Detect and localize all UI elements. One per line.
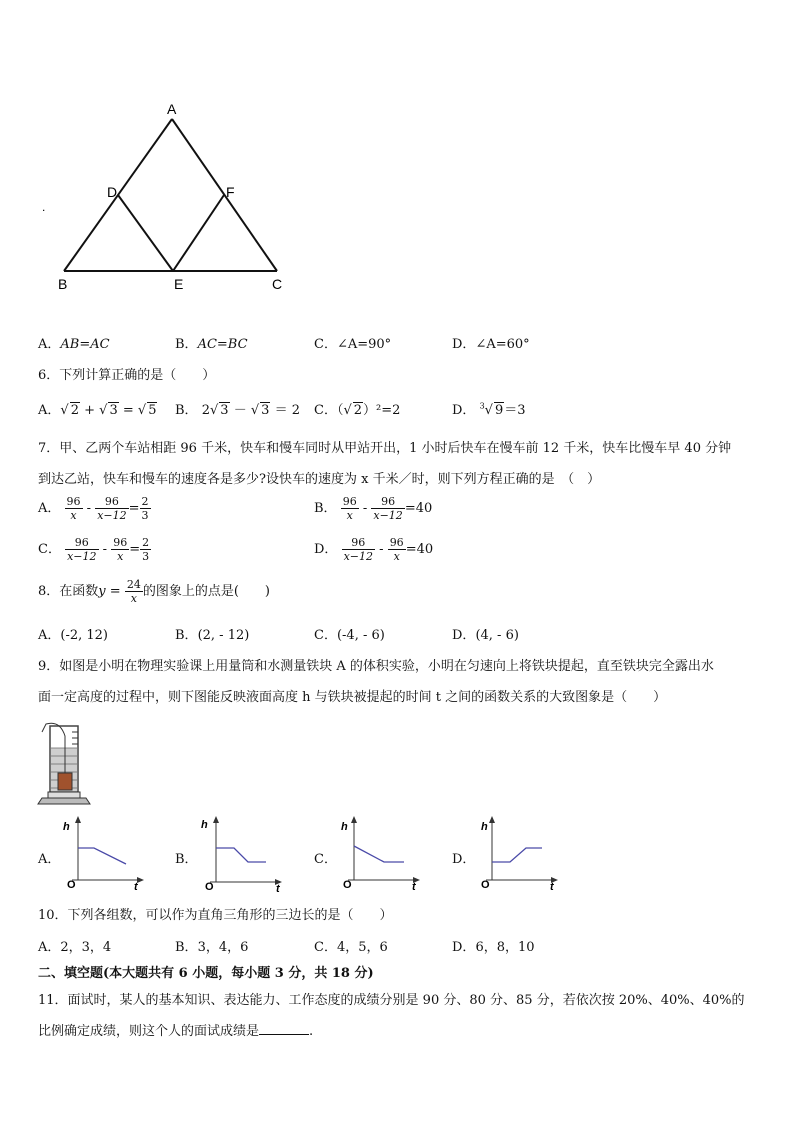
q6-option-d: D． $^3$√ 9＝3 [452,401,526,418]
q9-stem-line2: 面一定高度的过程中，则下图能反映液面高度 h 与铁块被提起的时间 t 之间的函数关系的大致图象是（ ） [38,690,667,705]
q10-option-b: B．3，4，6 [175,940,249,955]
q7-option-b: B． $\frac{96}{x}$ - $\frac{96}{x-12}$ =40 [314,495,433,522]
label-f: F [226,184,235,200]
graduated-cylinder-figure [36,718,98,806]
q9-option-c-label: C． [314,852,337,867]
q6-option-a: A．√ 2 + √ 3 = √ 5 [38,403,157,418]
q5-option-b: B．AC=BC [175,337,248,352]
q8-option-a: A．(-2, 12) [38,628,109,643]
graph-a-o-label: O [67,879,76,891]
q9-graph-d [474,812,564,892]
q5-option-d: D．∠A=60° [452,337,530,352]
q5-option-c: C．∠A=90° [314,337,392,352]
answer-blank[interactable] [259,1022,309,1035]
q9-option-a-label: A． [38,852,61,867]
q8-option-b: B．(2, - 12) [175,628,250,643]
label-b: B [58,276,68,292]
graph-c-h-label: h [341,821,348,833]
q5-option-a: A．AB=AC [38,337,110,352]
q10-stem: 10．下列各组数，可以作为直角三角形的三边长的是（ ） [38,908,393,923]
graph-d-t-label: t [550,881,554,892]
graph-c-t-label: t [412,881,416,892]
graph-b-o-label: O [205,881,214,892]
q10-option-a: A．2，3，4 [38,940,112,955]
q10-option-d: D．6，8，10 [452,940,535,955]
q9-graph-b [198,812,288,892]
stray-dot: . [42,200,46,214]
q9-graph-a [60,812,150,892]
q8-option-d: D．(4, - 6) [452,628,519,643]
q6-option-b: B． 2√ 3 － √ 3 ＝ 2 [175,403,300,418]
q9-option-b-label: B． [175,852,198,867]
q7-option-d: D． $\frac{96}{x-12}$ - $\frac{96}{x}$ =40 [314,536,434,563]
q7-option-a: A． $\frac{96}{x}$ - $\frac{96}{x-12}$ = $\frac{2}{3}$ [38,495,149,522]
label-d: D [107,184,118,200]
graph-b-t-label: t [276,883,280,892]
q9-stem-line1: 9．如图是小明在物理实验课上用量筒和水测量铁块 A 的体积实验，小明在匀速向上将铁块提起，直至铁块完全露出水 [38,659,714,674]
q8-option-c: C．(-4, - 6) [314,628,385,643]
graph-d-o-label: O [481,879,490,891]
segment-de [118,195,173,271]
label-e: E [174,276,184,292]
q6-option-c: C．（√ 2）²=2 [314,403,401,418]
q7-stem-line2: 到达乙站，快车和慢车的速度各是多少?设快车的速度为 x 千米／时，则下列方程正确的是 （ ） [38,472,601,487]
q10-option-c: C．4，5，6 [314,940,388,955]
q11-line1: 11．面试时，某人的基本知识、表达能力、工作态度的成绩分别是 90 分、80 分、85 分，若依次按 20%、40%、40%的 [38,993,745,1008]
graph-c-o-label: O [343,879,352,891]
graph-b-h-label: h [201,819,208,831]
q7-option-c: C． $\frac{96}{x-12}$ - $\frac{96}{x}$ = $\frac{2}{3}$ [38,536,150,563]
section-2-heading: 二、填空题(本大题共有 6 小题，每小题 3 分，共 18 分) [38,966,374,981]
q8-stem: 8．在函数y = $\frac{24}{x}$ 的图象上的点是( ) [38,578,270,605]
label-a: A [167,101,177,117]
q7-stem-line1: 7．甲、乙两个车站相距 96 千米，快车和慢车同时从甲站开出，1 小时后快车在慢车前 12 千米，快车比慢车早 40 分钟 [38,441,732,456]
graph-a-t-label: t [134,881,138,892]
graph-d-h-label: h [481,821,488,833]
q6-stem: 6．下列计算正确的是（ ） [38,368,216,383]
label-c: C [272,276,283,292]
graph-a-h-label: h [63,821,70,833]
q11-line2: 比例确定成绩，则这个人的面试成绩是 . [38,1024,314,1039]
q9-option-d-label: D． [452,852,476,867]
segment-fe [173,195,224,271]
iron-block [58,773,72,790]
triangle-figure [30,95,300,300]
q9-graph-c [336,812,426,892]
